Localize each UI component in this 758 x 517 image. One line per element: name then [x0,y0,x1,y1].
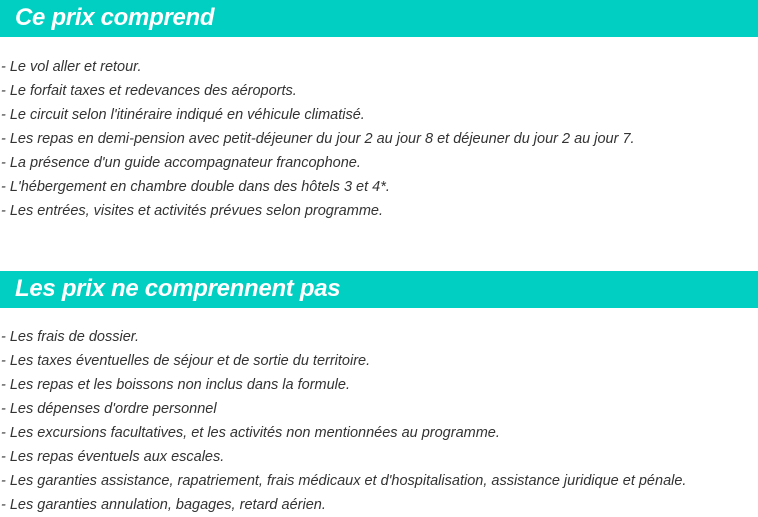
excluded-item: - Les frais de dossier. [1,329,140,345]
included-header [0,0,758,37]
excluded-item: - Les garanties annulation, bagages, retard aérien. [1,497,326,513]
excluded-section [0,271,758,517]
excluded-item: - Les repas éventuels aux escales. [1,449,225,465]
included-item: - La présence d'un guide accompagnateur francophone. [1,155,361,171]
excluded-item: - Les dépenses d'ordre personnel [1,401,217,417]
included-list [0,37,758,223]
included-item: - Le vol aller et retour. [1,59,142,75]
excluded-item: - Les excursions facultatives, et les activités non mentionnées au programme. [1,425,500,441]
excluded-header [0,271,758,308]
included-item: - L'hébergement en chambre double dans des hôtels 3 et 4*. [1,179,390,195]
included-item: - Les repas en demi-pension avec petit-déjeuner du jour 2 au jour 8 et déjeuner du jour 2 au jour 7. [1,131,635,147]
included-item: - Les entrées, visites et activités prévues selon programme. [1,203,383,219]
included-title: Ce prix comprend [15,4,215,31]
excluded-item: - Les taxes éventuelles de séjour et de sortie du territoire. [1,353,371,369]
excluded-item: - Les garanties assistance, rapatriement, frais médicaux et d'hospitalisation, assistance juridique et pénale. [1,473,687,489]
included-item: - Le circuit selon l'itinéraire indiqué en véhicule climatisé. [1,107,365,123]
excluded-list [0,308,758,517]
excluded-item: - Les repas et les boissons non inclus dans la formule. [1,377,350,393]
included-section [0,0,758,223]
excluded-title: Les prix ne comprennent pas [15,275,341,302]
included-item: - Le forfait taxes et redevances des aéroports. [1,83,297,99]
